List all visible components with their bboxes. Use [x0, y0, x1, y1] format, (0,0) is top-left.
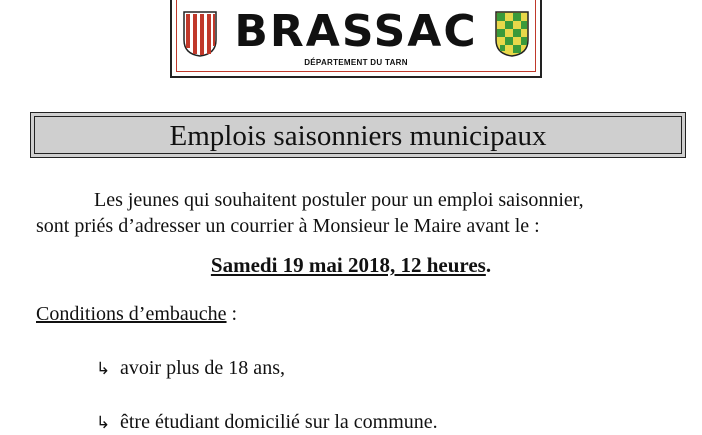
- list-item: [96, 410, 438, 435]
- intro-line-2: sont priés d’adresser un courrier à Monsieur le Maire avant le :: [36, 215, 540, 237]
- page-title: Emplois saisonniers municipaux: [169, 120, 547, 152]
- conditions-heading: [36, 302, 237, 326]
- logo-banner: [170, 0, 542, 78]
- logo-wordmark: BRASSAC: [234, 6, 478, 57]
- arrow-bullet-icon: ↳: [96, 413, 111, 433]
- list-item-text: avoir plus de 18 ans,: [120, 357, 285, 379]
- intro-line-1: Les jeunes qui souhaitent postuler pour un emploi saisonnier,: [94, 189, 584, 211]
- deadline-date: Samedi 19 mai 2018, 12 heures: [210, 253, 486, 277]
- arrow-bullet-icon: ↳: [96, 359, 111, 379]
- green-yellow-checkered-shield-icon: [494, 10, 530, 58]
- title-banner: [30, 112, 686, 158]
- list-item-text: être étudiant domicilié sur la commune.: [120, 411, 438, 433]
- red-white-striped-shield-icon: [182, 10, 218, 58]
- deadline-suffix: .: [485, 253, 492, 277]
- conditions-heading-text: Conditions d’embauche: [36, 303, 227, 325]
- logo-subtitle: DÉPARTEMENT DU TARN: [304, 58, 408, 67]
- deadline: [0, 252, 702, 278]
- conditions-heading-suffix: :: [226, 303, 238, 325]
- list-item: [96, 356, 285, 381]
